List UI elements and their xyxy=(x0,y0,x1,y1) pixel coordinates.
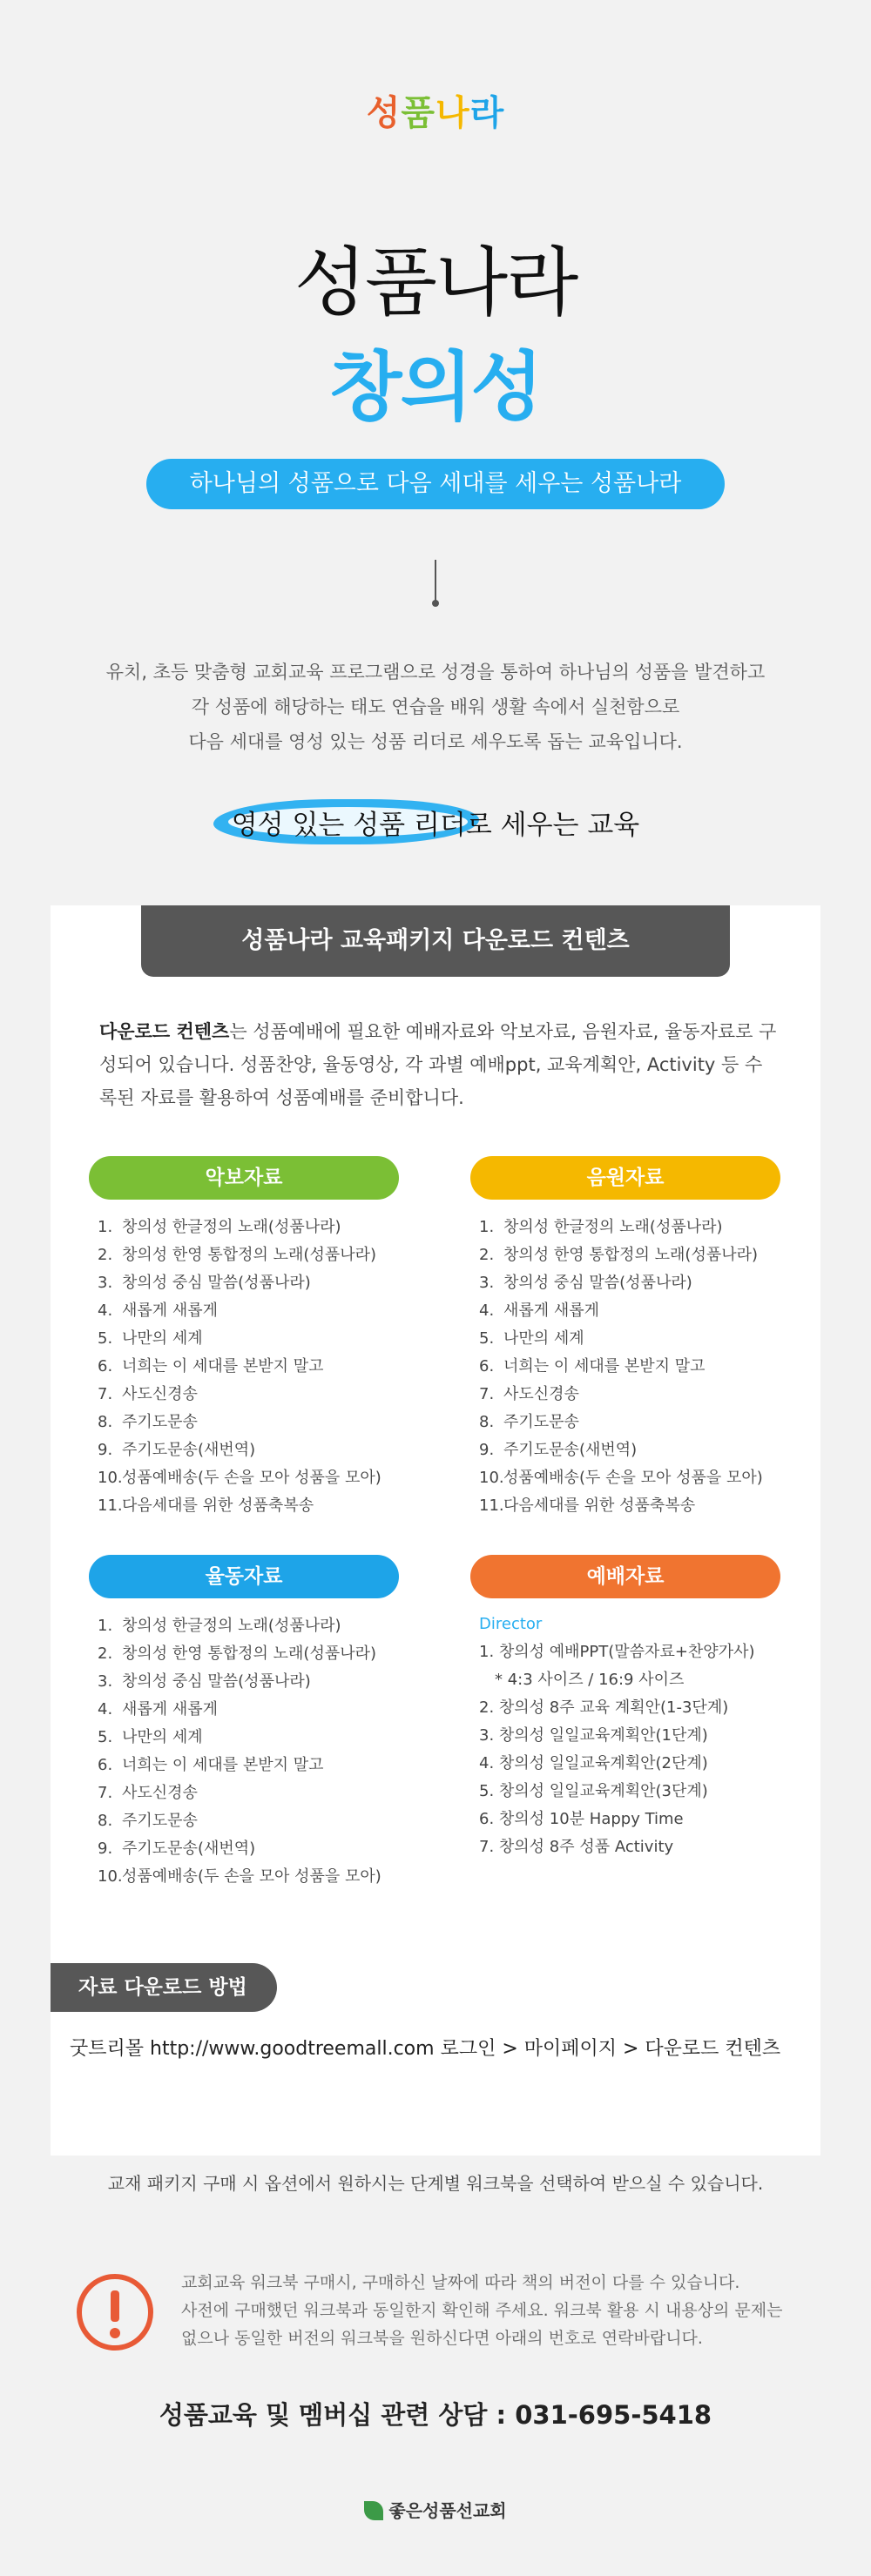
divider-dot xyxy=(432,600,439,607)
list-item: 5. 창의성 일일교육계획안(3단계) xyxy=(479,1782,708,1800)
list-item: 1. 창의성 한글정의 노래(성품나라) xyxy=(98,1617,341,1635)
dance-list xyxy=(89,1612,399,1891)
list-item: 10.성품예배송(두 손을 모아 성품을 모아) xyxy=(479,1469,763,1487)
category-header: 악보자료 xyxy=(89,1156,399,1200)
list-item: 6. 창의성 10분 Happy Time xyxy=(479,1810,684,1828)
list-item: 9. 주기도문송(새번역) xyxy=(98,1840,256,1858)
list-item: 4. 새롭게 새롭게 xyxy=(98,1700,219,1718)
desc-rest: 는 성품예배에 필요한 예배자료와 악보자료, 음원자료, 율동자료로 구성되어 있습니다. 성품찬양, 율동영상, 각 과별 예배ppt, 교육계획안, Activity 등 수록된 자료를 활용하여 성품예배를 준비합니다. xyxy=(99,1021,777,1108)
category-header: 율동자료 xyxy=(89,1555,399,1598)
list-item: 6. 너희는 이 세대를 본받지 말고 xyxy=(98,1357,324,1375)
list-item: 4. 새롭게 새롭게 xyxy=(479,1301,600,1320)
category-audio xyxy=(470,1156,780,1520)
logo-char: 라 xyxy=(469,93,505,133)
list-item: 5. 나만의 세계 xyxy=(479,1329,584,1348)
download-method-label: 자료 다운로드 방법 xyxy=(51,1963,277,2012)
list-item: 6. 너희는 이 세대를 본받지 말고 xyxy=(98,1756,324,1774)
list-item: 8. 주기도문송 xyxy=(479,1413,579,1431)
warning-line: 교회교육 워크북 구매시, 구매하신 날짜에 따라 책의 버전이 다를 수 있습니다. xyxy=(181,2273,740,2292)
logo-char: 나 xyxy=(436,93,470,133)
sheet-list xyxy=(89,1214,399,1520)
list-item: 3. 창의성 일일교육계획안(1단계) xyxy=(479,1726,708,1745)
brand-logo xyxy=(0,85,871,135)
list-item: 3. 창의성 중심 말씀(성품나라) xyxy=(98,1274,311,1292)
hero-subtitle: 창의성 xyxy=(329,344,542,431)
intro-text xyxy=(0,655,871,759)
list-item: 3. 창의성 중심 말씀(성품나라) xyxy=(98,1672,311,1691)
list-item: 8. 주기도문송 xyxy=(98,1413,198,1431)
leaf-icon xyxy=(364,2501,383,2520)
list-item: 9. 주기도문송(새번역) xyxy=(98,1441,256,1459)
list-item: 5. 나만의 세계 xyxy=(98,1728,203,1746)
list-item: 11.다음세대를 위한 성품축복송 xyxy=(479,1497,696,1515)
list-item: 10.성품예배송(두 손을 모아 성품을 모아) xyxy=(98,1469,381,1487)
list-item: 9. 주기도문송(새번역) xyxy=(479,1441,638,1459)
list-item: 7. 창의성 8주 성품 Activity xyxy=(479,1838,674,1856)
category-worship xyxy=(470,1555,780,1861)
workbook-note: 교재 패키지 구매 시 옵션에서 원하시는 단계별 워크북을 선택하여 받으실 수 있습니다. xyxy=(107,2173,764,2194)
warning-icon xyxy=(77,2274,153,2351)
list-item: 11.다음세대를 위한 성품축복송 xyxy=(98,1497,314,1515)
intro-line: 유치, 초등 맞춤형 교회교육 프로그램으로 성경을 통하여 하나님의 성품을 발견하고 xyxy=(105,662,766,683)
panel-title: 성품나라 교육패키지 다운로드 컨텐츠 xyxy=(141,905,730,977)
slogan-text: 영성 있는 성품 리더로 세우는 교육 xyxy=(231,810,640,841)
download-method-text: 굿트리몰 http://www.goodtreemall.com 로그인 > 마이페이지 > 다운로드 컨텐츠 xyxy=(70,2038,781,2060)
list-item: 2. 창의성 한영 통합정의 노래(성품나라) xyxy=(479,1246,759,1264)
list-item: 2. 창의성 한영 통합정의 노래(성품나라) xyxy=(98,1644,377,1663)
contact-info: 성품교육 및 멤버십 관련 상담 : 031-695-5418 xyxy=(159,2400,712,2430)
list-item-note: * 4:3 사이즈 / 16:9 사이즈 xyxy=(495,1671,685,1689)
hero-title: 성품나라 xyxy=(294,239,577,326)
audio-list xyxy=(470,1214,780,1520)
warning-line: 없으나 동일한 버전의 워크북을 원하신다면 아래의 번호로 연락바랍니다. xyxy=(181,2329,703,2348)
intro-line: 각 성품에 해당하는 태도 연습을 배워 생활 속에서 실천함으로 xyxy=(191,696,680,717)
category-sheet xyxy=(89,1156,399,1520)
divider-line xyxy=(435,560,436,605)
list-item: 8. 주기도문송 xyxy=(98,1812,198,1830)
tagline-pill: 하나님의 성품으로 다음 세대를 세우는 성품나라 xyxy=(146,459,725,509)
warning-line: 사전에 구매했던 워크북과 동일한지 확인해 주세요. 워크북 활용 시 내용상의 문제는 xyxy=(181,2301,783,2320)
list-item: 1. 창의성 한글정의 노래(성품나라) xyxy=(479,1218,723,1236)
warning-text xyxy=(181,2269,808,2352)
logo-char: 품 xyxy=(401,93,436,133)
list-item: 2. 창의성 8주 교육 계획안(1-3단계) xyxy=(479,1698,729,1717)
list-item: 4. 새롭게 새롭게 xyxy=(98,1301,219,1320)
list-item: 7. 사도신경송 xyxy=(98,1784,198,1802)
list-item: 7. 사도신경송 xyxy=(98,1385,198,1403)
list-item: 6. 너희는 이 세대를 본받지 말고 xyxy=(479,1357,706,1375)
download-panel xyxy=(51,905,820,2156)
intro-line: 다음 세대를 영성 있는 성품 리더로 세우도록 돕는 교육입니다. xyxy=(188,731,683,752)
list-item: 10.성품예배송(두 손을 모아 성품을 모아) xyxy=(98,1867,381,1886)
director-label: Director xyxy=(479,1615,543,1633)
list-item: 3. 창의성 중심 말씀(성품나라) xyxy=(479,1274,692,1292)
list-item: 7. 사도신경송 xyxy=(479,1385,579,1403)
footer-logo xyxy=(0,2497,871,2522)
category-header: 음원자료 xyxy=(470,1156,780,1200)
worship-list xyxy=(470,1611,780,1861)
list-item: 1. 창의성 예배PPT(말씀자료+찬양가사) xyxy=(479,1643,755,1661)
logo-char: 성 xyxy=(366,93,402,133)
list-item: 5. 나만의 세계 xyxy=(98,1329,203,1348)
panel-description xyxy=(99,1015,779,1114)
category-header: 예배자료 xyxy=(470,1555,780,1598)
footer-logo-text: 좋은성품선교회 xyxy=(388,2500,507,2521)
slogan xyxy=(0,794,871,846)
list-item: 4. 창의성 일일교육계획안(2단계) xyxy=(479,1754,708,1772)
desc-bold: 다운로드 컨텐츠 xyxy=(99,1021,230,1042)
list-item: 2. 창의성 한영 통합정의 노래(성품나라) xyxy=(98,1246,377,1264)
category-dance xyxy=(89,1555,399,1891)
list-item: 1. 창의성 한글정의 노래(성품나라) xyxy=(98,1218,341,1236)
